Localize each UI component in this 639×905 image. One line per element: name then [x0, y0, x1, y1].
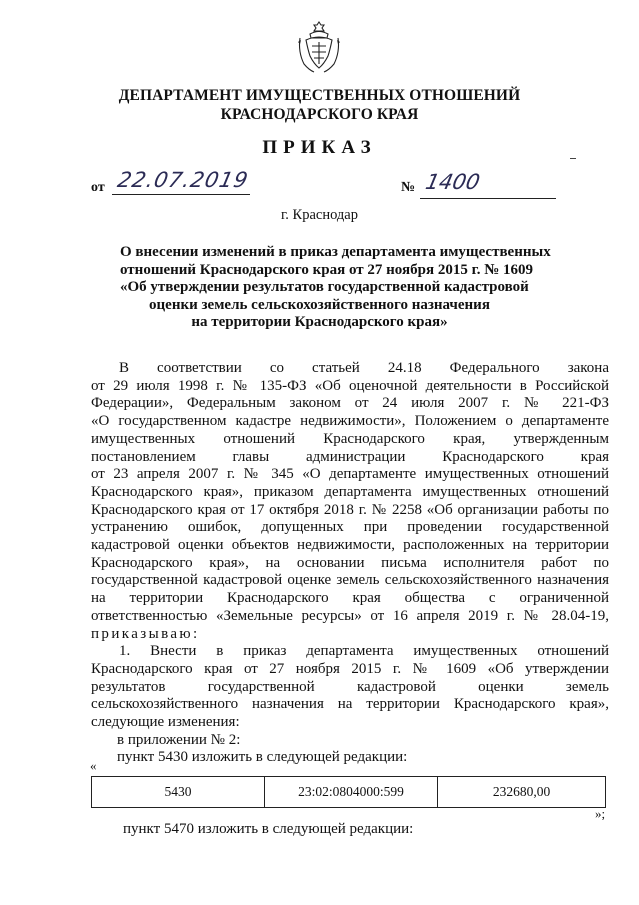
- body-line: Краснодарского края», приказом департамента имущественных отношений: [91, 483, 609, 500]
- amendment-table: [91, 776, 606, 808]
- table-row: [92, 777, 606, 808]
- prikazyvayu: приказываю:: [91, 625, 200, 642]
- quote-close: »;: [595, 806, 606, 821]
- heading-line: О внесении изменений в приказ департамента имущественных: [120, 244, 551, 260]
- date-underline: [112, 194, 250, 195]
- order-body: [91, 360, 609, 767]
- body-line: сельскохозяйственного назначения на территории Краснодарского края»,: [91, 696, 609, 713]
- body-line: постановлением главы администрации Краснодарского края: [91, 448, 609, 465]
- date-label: от: [91, 180, 105, 195]
- heading-line: отношений Краснодарского края от 27 ноября 2015 г. № 1609: [120, 261, 534, 278]
- body-line: следующие изменения:: [91, 714, 240, 731]
- department-name-line2: КРАСНОДАРСКОГО КРАЯ: [220, 106, 419, 123]
- margin-mark: [570, 158, 576, 159]
- heading-line: на территории Краснодарского края»: [191, 314, 448, 330]
- body-line: В соответствии со статьей 24.18 Федерального закона: [119, 360, 609, 376]
- heading-line: «Об утверждении результатов государственной кадастровой: [120, 279, 529, 295]
- body-line: кадастровой оценки объектов недвижимости, расположенных на территории: [91, 537, 609, 554]
- order-title: ПРИКАЗ: [262, 137, 377, 158]
- body-line: Краснодарского края от 17 октября 2018 г. № 2258 «Об организации работы по: [91, 501, 609, 518]
- order-date: 22.07.2019: [115, 168, 251, 192]
- body-line: от 23 апреля 2007 г. № 345 «О департаменте имущественных отношений: [91, 466, 609, 483]
- order-heading: [120, 244, 551, 332]
- point-5430-line: пункт 5430 изложить в следующей редакции:: [117, 749, 408, 766]
- body-line: устранению ошибок, допущенных при проведении государственной: [91, 519, 609, 536]
- quote-open: «: [90, 758, 97, 773]
- body-line: государственной кадастровой оценке земель сельскохозяйственного назначения: [91, 572, 609, 589]
- body-line: Федерации», Федеральным законом от 24 июля 2007 г. № 221-ФЗ: [91, 395, 609, 412]
- body-line: ответственностью «Земельные ресурсы» от 16 апреля 2019 г. № 28.04-19,: [91, 607, 609, 624]
- body-line: «О государственном кадастре недвижимости», Положением о департаменте: [91, 413, 609, 430]
- point-5470-line: пункт 5470 изложить в следующей редакции:: [123, 821, 414, 837]
- department-name-line1: ДЕПАРТАМЕНТ ИМУЩЕСТВЕННЫХ ОТНОШЕНИЙ: [118, 87, 521, 104]
- body-line: результатов государственной кадастровой оценки земель: [91, 678, 609, 695]
- order-number: 1400: [423, 170, 483, 194]
- body-line: Краснодарского края от 27 ноября 2015 г. № 1609 «Об утверждении: [91, 660, 609, 677]
- body-line: на территории Краснодарского края общества с ограниченной: [91, 590, 609, 607]
- appendix-line: в приложении № 2:: [117, 731, 241, 748]
- number-underline: [420, 198, 556, 199]
- coat-of-arms-emblem: [296, 18, 342, 76]
- body-line: 1. Внести в приказ департамента имущественных отношений: [119, 643, 609, 660]
- table-cell-cadastral-number: 23:02:0804000:599: [265, 777, 438, 808]
- table-cell-point: 5430: [92, 777, 265, 808]
- body-line: имущественных отношений Краснодарского края, утвержденным: [91, 430, 609, 447]
- body-line: от 29 июля 1998 г. № 135-ФЗ «Об оценочной деятельности в Российской: [91, 377, 609, 394]
- city: г. Краснодар: [280, 207, 358, 223]
- table-cell-value: 232680,00: [438, 777, 606, 808]
- heading-line: оценки земель сельскохозяйственного назначения: [149, 296, 490, 313]
- body-line: Краснодарского края», на основании письма исполнителя работ по: [91, 554, 609, 571]
- number-label: №: [401, 180, 416, 195]
